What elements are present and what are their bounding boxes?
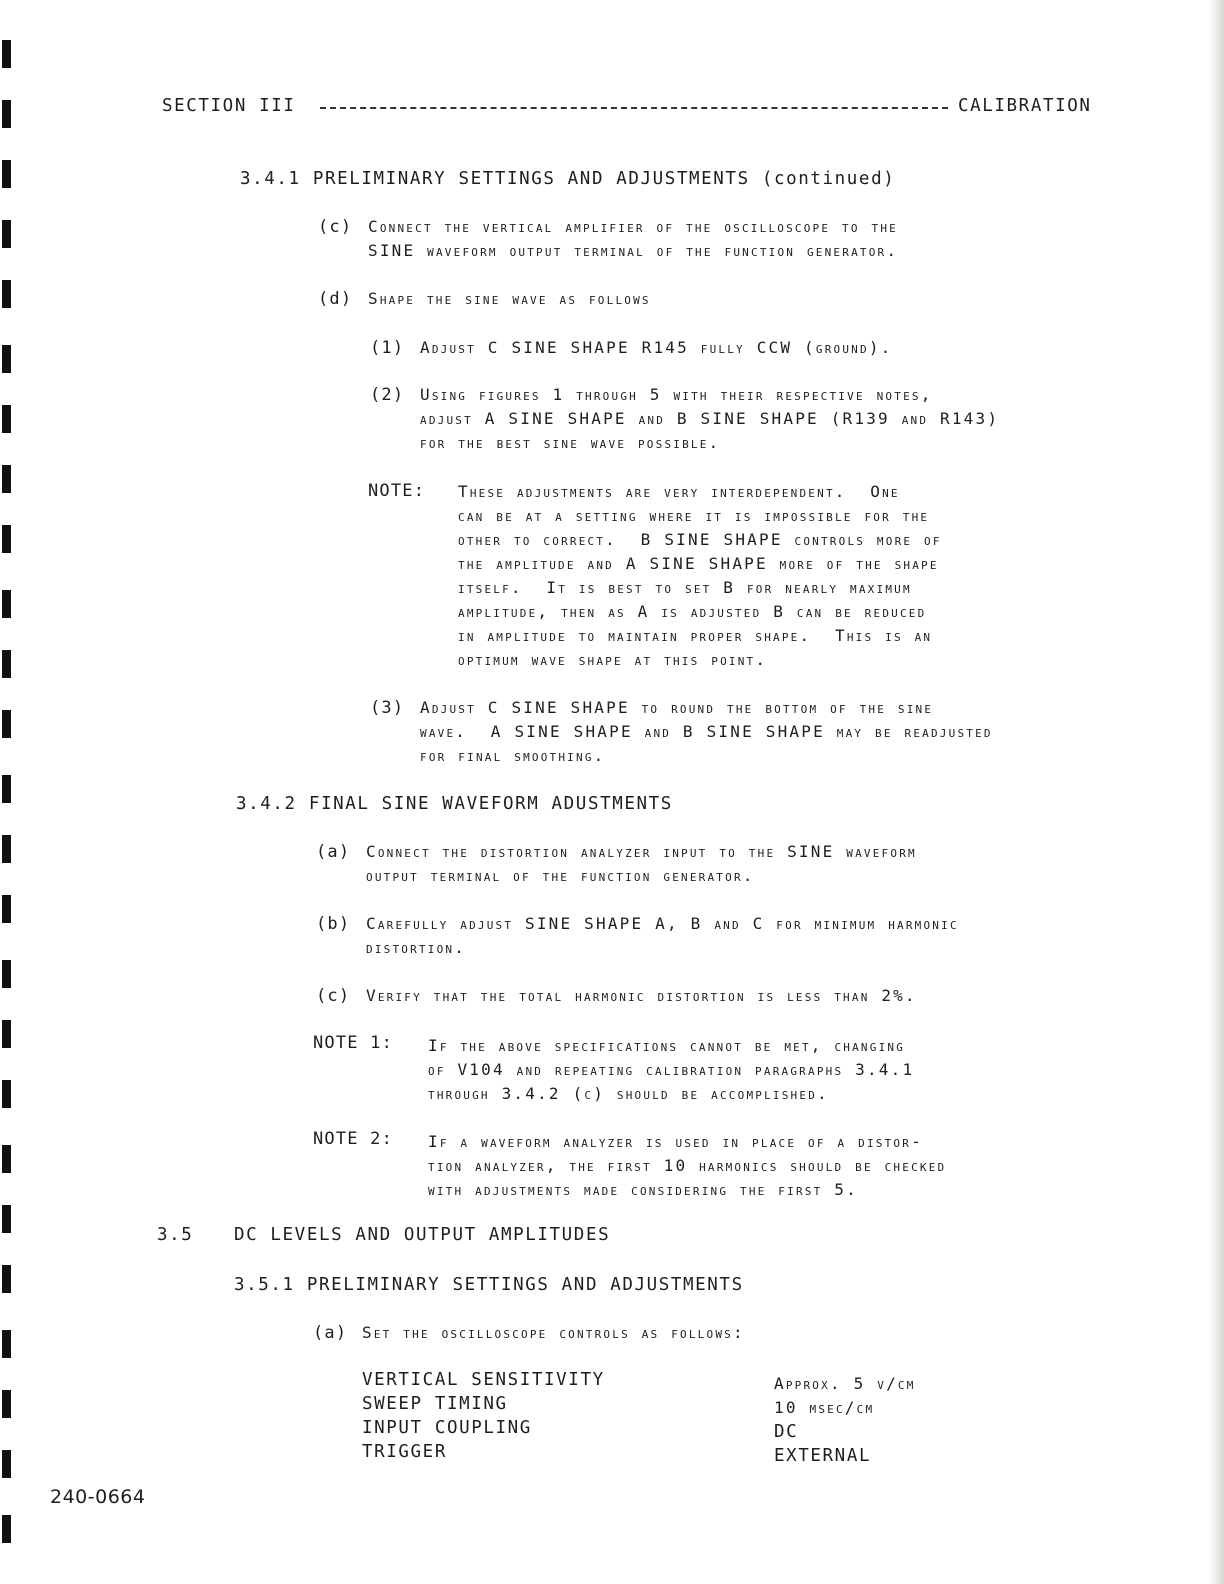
note-text: optimum wave shape at this point.: [458, 650, 768, 669]
item-text: SINE waveform output terminal of the function generator.: [368, 241, 899, 260]
note-text: itself. It is best to set B for nearly maximum: [458, 578, 912, 597]
section-title-3-4-2: 3.4.2 FINAL SINE WAVEFORM ADUSTMENTS: [236, 794, 673, 814]
note-text: with adjustments made considering the first 5.: [428, 1180, 858, 1199]
note-text: in amplitude to maintain proper shape. This is an: [458, 626, 933, 645]
document-number: 240-0664: [50, 1486, 146, 1508]
setting-name: VERTICAL SENSITIVITY: [362, 1370, 605, 1390]
step-text: for final smoothing.: [420, 746, 606, 765]
item-text: output terminal of the function generator.: [366, 866, 755, 885]
note1-label: NOTE 1:: [313, 1033, 394, 1053]
step-text: Using figures 1 through 5 with their respective notes,: [420, 385, 933, 404]
step-text: wave. A SINE SHAPE and B SINE SHAPE may be readjusted: [420, 722, 993, 741]
note-text: amplitude, then as A is adjusted B can be reduced: [458, 602, 927, 621]
setting-name: INPUT COUPLING: [362, 1418, 532, 1438]
item-text: Set the oscilloscope controls as follows:: [362, 1323, 745, 1342]
item-text: Verify that the total harmonic distortion is less than 2%.: [366, 986, 917, 1005]
note-text: If the above specifications cannot be met, changing: [428, 1036, 906, 1055]
setting-value: EXTERNAL: [774, 1446, 872, 1466]
section-header: SECTION III: [162, 96, 296, 116]
step-label-1: (1): [370, 338, 405, 358]
step-label-2: (2): [370, 385, 405, 405]
header-title: CALIBRATION: [958, 96, 1092, 116]
note-text: the amplitude and A SINE SHAPE more of the shape: [458, 554, 939, 573]
step-text: Adjust C SINE SHAPE R145 fully CCW (ground).: [420, 338, 893, 357]
item-label-a: (a): [316, 842, 351, 862]
item-text: Connect the vertical amplifier of the oscilloscope to the: [368, 217, 898, 236]
item-label-a: (a): [313, 1323, 348, 1343]
item-text: distortion.: [366, 938, 467, 957]
step-text: Adjust C SINE SHAPE to round the bottom of the sine: [420, 698, 934, 717]
setting-name: SWEEP TIMING: [362, 1394, 508, 1414]
note-text: through 3.4.2 (c) should be accomplished.: [428, 1084, 829, 1103]
item-text: Connect the distortion analyzer input to the SINE waveform: [366, 842, 917, 861]
setting-value: Approx. 5 v/cm: [774, 1374, 916, 1393]
section-title-3-5: DC LEVELS AND OUTPUT AMPLITUDES: [234, 1225, 611, 1245]
item-text: Carefully adjust SINE SHAPE A, B and C for minimum harmonic: [366, 914, 959, 933]
binding-holes: [0, 0, 12, 1584]
setting-name: TRIGGER: [362, 1442, 447, 1462]
note-text: of V104 and repeating calibration paragraphs 3.4.1: [428, 1060, 915, 1079]
note-text: can be at a setting where it is impossible for the: [458, 506, 930, 525]
page-edge: [1208, 0, 1224, 1584]
note-text: These adjustments are very interdependent. One: [458, 482, 900, 501]
setting-value: 10 msec/cm: [774, 1398, 875, 1417]
step-text: for the best sine wave possible.: [420, 433, 721, 452]
section-title-3-4-1: 3.4.1 PRELIMINARY SETTINGS AND ADJUSTMENTS (continued): [240, 169, 896, 189]
note-text: tion analyzer, the first 10 harmonics should be checked: [428, 1156, 947, 1175]
setting-value: DC: [774, 1422, 799, 1442]
item-label-d: (d): [318, 289, 353, 309]
section-number-3-5: 3.5: [157, 1225, 194, 1245]
header-rule: [320, 107, 948, 109]
section-title-3-5-1: 3.5.1 PRELIMINARY SETTINGS AND ADJUSTMENTS: [234, 1275, 744, 1295]
step-label-3: (3): [370, 698, 405, 718]
item-label-b: (b): [316, 914, 351, 934]
item-text: Shape the sine wave as follows: [368, 289, 651, 308]
note-text: other to correct. B SINE SHAPE controls more of: [458, 530, 942, 549]
note2-label: NOTE 2:: [313, 1129, 394, 1149]
item-label-c: (c): [316, 986, 351, 1006]
note-label: NOTE:: [368, 481, 426, 501]
note-text: If a waveform analyzer is used in place of a distor-: [428, 1132, 923, 1151]
step-text: adjust A SINE SHAPE and B SINE SHAPE (R139 and R143): [420, 409, 1000, 428]
item-label-c: (c): [318, 217, 353, 237]
